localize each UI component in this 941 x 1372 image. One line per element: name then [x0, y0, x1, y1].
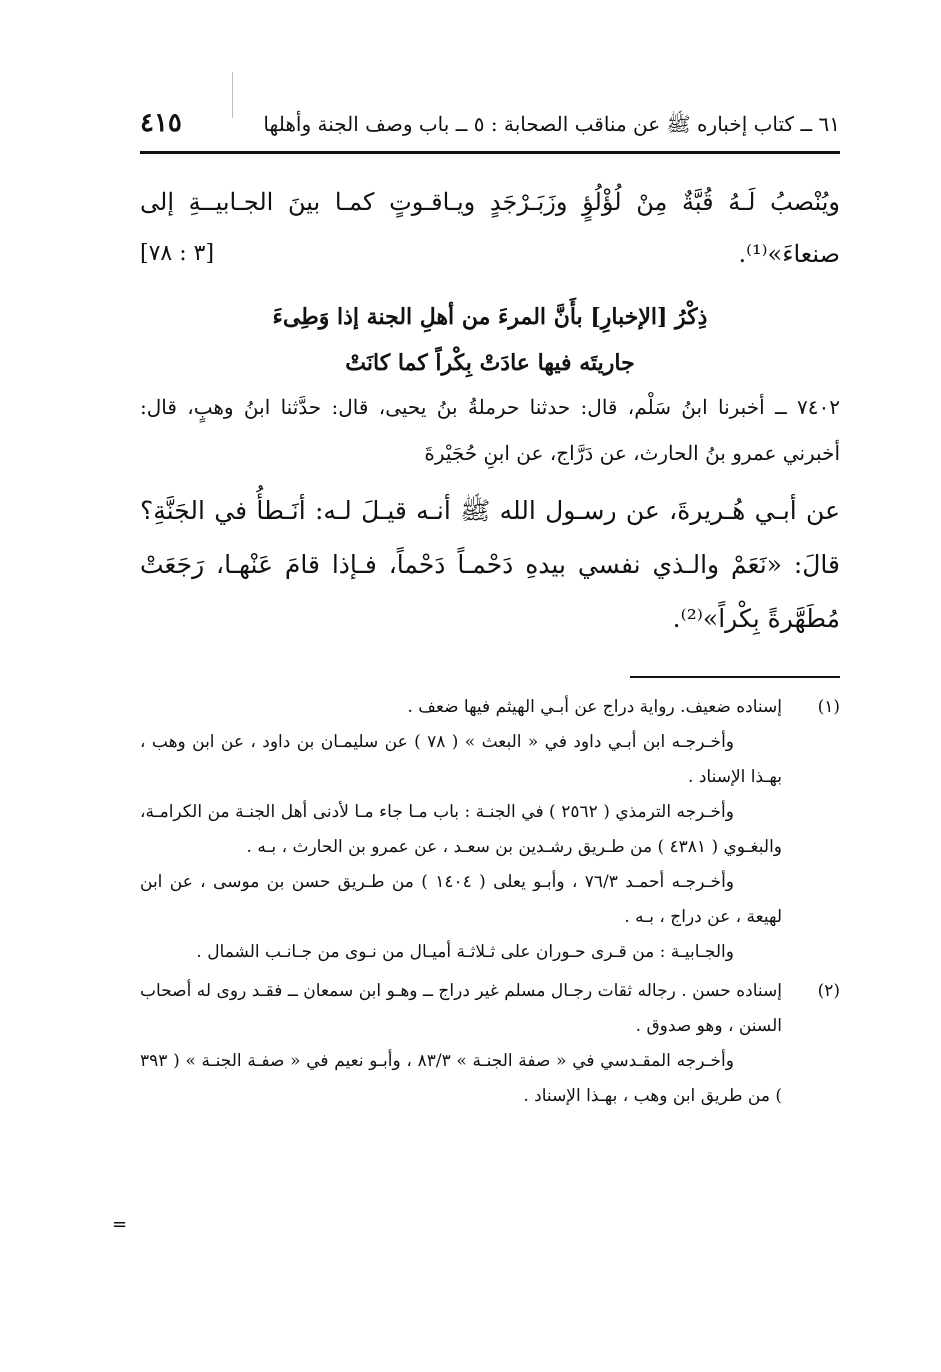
- footnote-2-number: (٢): [817, 981, 840, 1001]
- previous-hadith-ending: [140, 176, 840, 280]
- running-header-title: ٦١ ــ كتاب إخباره ﷺ عن مناقب الصحابة : ٥ ــ باب وصف الجنة وأهلها: [263, 112, 840, 136]
- footnote-1-paragraph: وأخـرجه الترمذي ( ٢٥٦٢ ) في الجنـة : باب مـا جاء مـا لأدنى أهل الجنـة من الكرامـة، والبغـوي ( ٤٣٨١ ) من طـريق رشـدين بن سعـد ، عن عمرو بن الحارث ، بـه .: [140, 802, 782, 857]
- hadith-isnad: ٧٤٠٢ ــ أخبرنا ابنُ سَلْم، قال: حدثنا حرملةُ بنُ يحيى، قال: حدَّثنا ابنُ وهبٍ، قال: أخبرني عمرو بنُ الحارث، عن دَرَّاج، عن ابنِ حُجَيْرةَ: [140, 395, 840, 465]
- section-heading-line-1: ذِكْرُ [الإخبارِ] بأَنَّ المرءَ من أهلِ الجنة إذا وَطِىءَ: [272, 304, 708, 330]
- running-header: [140, 108, 840, 148]
- footnote-1-number: (١): [817, 697, 840, 717]
- footnote-1: [140, 690, 840, 970]
- hadith-matn: عن أبـي هُـريرةَ، عن رسـول الله ﷺ أنـه قيـلَ لـه: أنَـطأُ في الجَنَّةِ؟ قالَ: «نَعَمْ والـذي نفسي بيدهِ دَحْمـاً دَحْماً، فـإذا قامَ عَنْهـا، رَجَعَتْ مُطَهَّرةً بِكْراً»⁽²⁾.: [140, 496, 840, 633]
- footnotes: [140, 690, 840, 1114]
- footnote-2-paragraph: إسناده حسن . رجاله ثقات رجـال مسلم غير دراج ــ وهـو ابن سمعان ــ فقـد روى له أصحاب السنن ، وهو صدوق .: [140, 981, 782, 1036]
- footnote-divider: [630, 676, 840, 678]
- footnote-1-paragraph: والجـابيـة : من قـرى حـوران على ثـلاثـة أميـال من نـوى من جـانـب الشمال .: [196, 942, 734, 962]
- section-heading-line-2: جاريتَه فيها عادَتْ بِكْراً كما كانَتْ: [345, 350, 635, 376]
- footnote-1-paragraph: وأخـرجـه أحمـد ٧٦/٣ ، وأبـو يعلى ( ١٤٠٤ ) من طـريق حسن بن موسى ، عن ابن لهيعة ، عن دراج ، بـه .: [140, 872, 782, 927]
- continuation-mark: =: [112, 1214, 128, 1235]
- header-divider: [140, 151, 840, 154]
- hadith-reference: [٣ : ٧٨]: [140, 241, 215, 266]
- footnote-2: [140, 974, 840, 1114]
- previous-hadith-text: ويُنْصبُ لَـهُ قُبَّةٌ مِنْ لُؤْلُؤٍ وزَبَـرْجَدٍ ويـاقـوتٍ كمـا بينَ الجـابيــةِ إلى صنعاءَ»⁽¹⁾.: [140, 188, 840, 268]
- footnote-1-paragraph: وأخـرجـه ابن أبـي داود في « البعث » ( ٧٨ ) عن سليمـان بن داود ، عن ابن وهب ، بهـذا الإسناد .: [140, 732, 782, 787]
- page-number: ٤١٥: [140, 108, 182, 138]
- footnote-2-paragraph: وأخـرجه المقـدسي في « صفة الجنـة » ٨٣/٣ ، وأبـو نعيم في « صفـة الجنـة » ( ٣٩٣ ) من طريق ابن وهب ، بهـذا الإسناد .: [140, 1051, 782, 1106]
- footnote-1-paragraph: إسناده ضعيف. رواية دراج عن أبـي الهيثم فيها ضعف .: [407, 697, 782, 717]
